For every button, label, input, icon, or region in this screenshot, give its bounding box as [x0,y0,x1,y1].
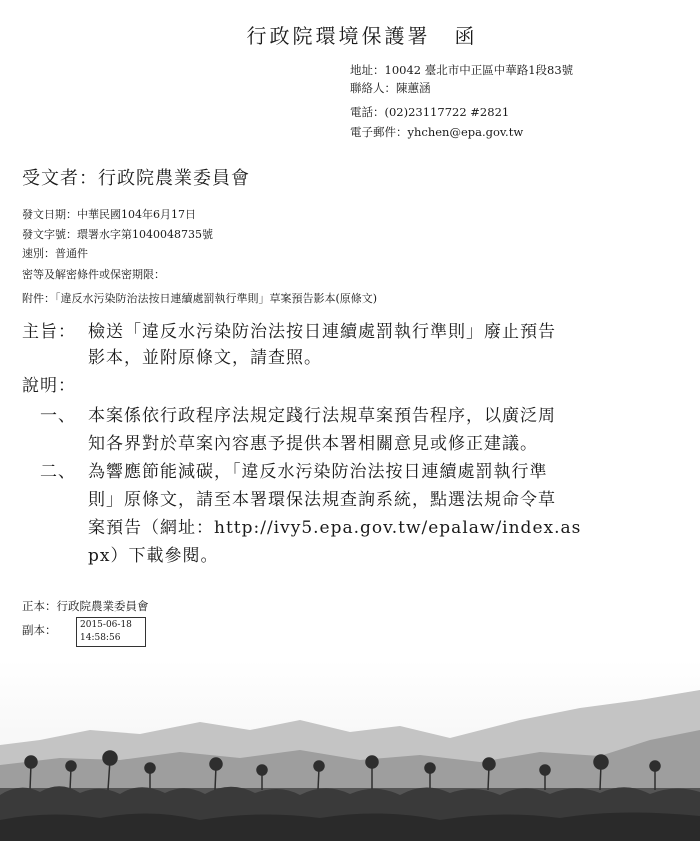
document-number: 發文字號：環署水字第1040048735號 [22,228,213,241]
item-number: 二、 [40,462,76,482]
recipient: 受文者：行政院農業委員會 [22,168,250,189]
contact-person: 聯絡人：陳蕙涵 [350,81,431,95]
copy-recipient: 副本： [22,623,57,637]
item-line: 本案係依行政程序法規定踐行法規草案預告程序，以廣泛周 [88,406,556,426]
received-stamp [76,617,146,647]
attachment: 附件：「違反水污染防治法按日連續處罰執行準則」草案預告影本(原條文) [22,292,378,305]
subject-label: 主旨： [22,322,76,342]
item-line: 案預告（網址：http://ivy5.epa.gov.tw/epalaw/index.as [88,518,582,538]
item-line: 為響應節能減碳，「違反水污染防治法按日連續處罰執行準 [88,462,548,482]
item-line: 知各界對於草案內容惠予提供本署相關意見或修正建議。 [88,434,538,454]
landscape-illustration [0,660,700,841]
original-recipient: 正本：行政院農業委員會 [22,599,149,613]
item-line: 則」原條文，請至本署環保法規查詢系統，點選法規命令草 [88,490,556,510]
contact-phone: 電話：(02)23117722 #2821 [350,105,510,119]
contact-address: 地址：10042 臺北市中正區中華路1段83號 [350,63,574,77]
subject-line-2: 影本，並附原條文，請查照。 [88,348,322,368]
item-number: 一、 [40,406,76,426]
stamp-time: 14:58:56 [80,633,121,643]
contact-email: 電子郵件：yhchen@epa.gov.tw [350,125,524,139]
explanation-label: 說明： [22,376,76,396]
secrecy-level: 密等及解密條件或保密期限： [22,268,165,281]
stamp-date: 2015-06-18 [80,620,132,630]
letterhead [0,20,700,49]
issue-date: 發文日期：中華民國104年6月17日 [22,208,196,221]
subject-line-1: 檢送「違反水污染防治法按日連續處罰執行準則」廢止預告 [88,322,556,342]
document-type: 函 [454,24,478,48]
item-line: px）下載參閱。 [88,546,219,566]
delivery-speed: 速別：普通件 [22,247,88,260]
agency-name: 行政院環境保護署 [246,24,431,48]
